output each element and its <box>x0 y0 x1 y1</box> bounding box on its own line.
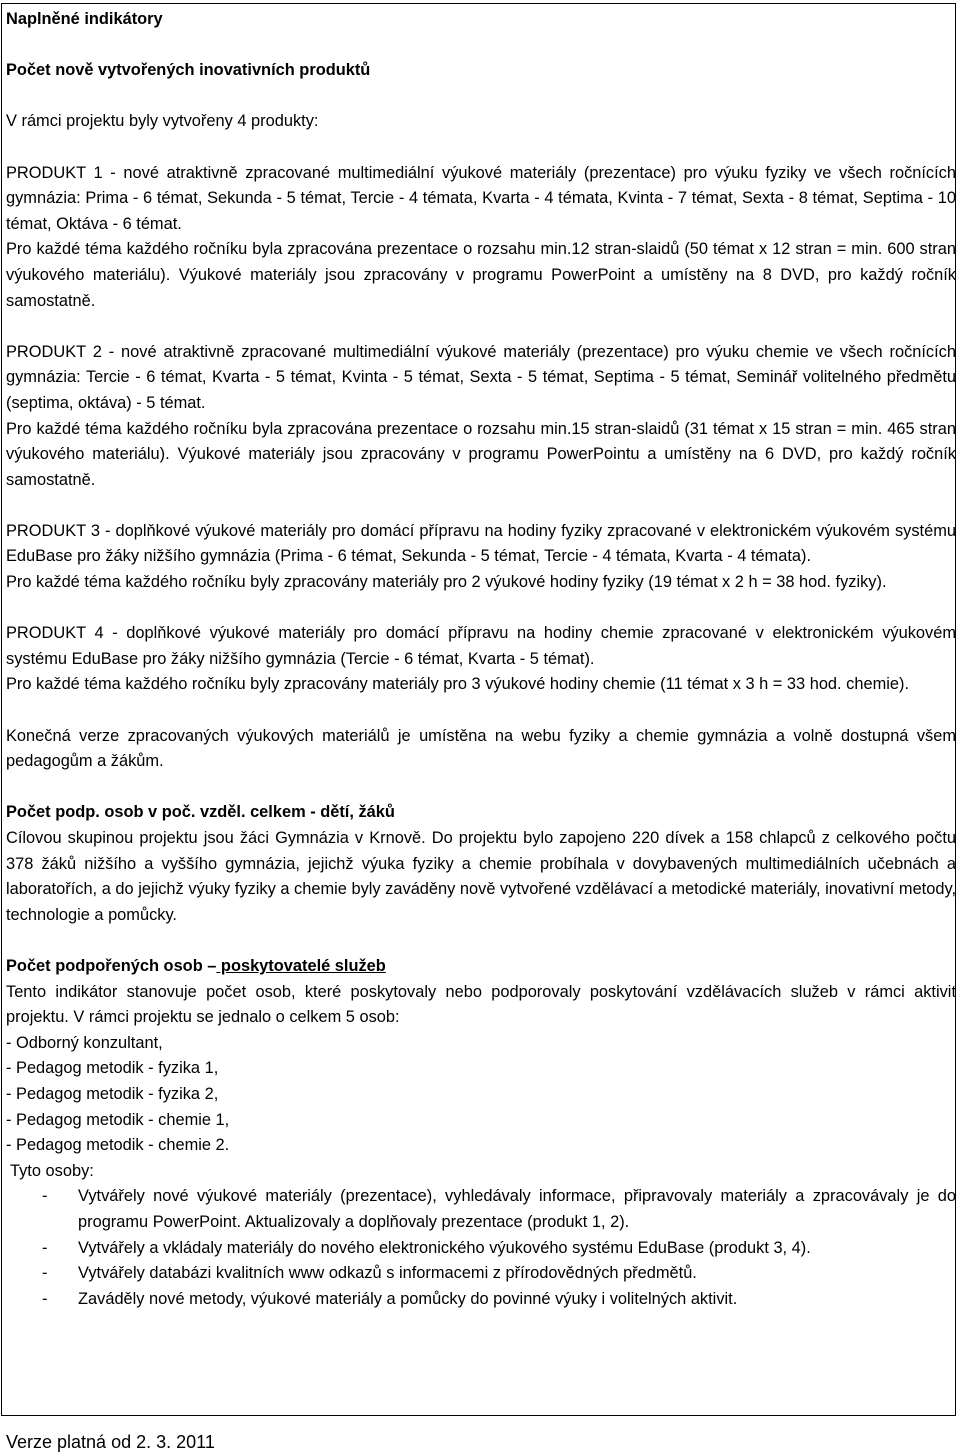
heading-indicators: Naplněné indikátory <box>6 10 163 28</box>
product-3-details: Pro každé téma každého ročníku byly zpracovány materiály pro 2 výukové hodiny fyziky (19 témat x 2 h = 38 hod. fyziky). <box>6 573 887 592</box>
list-item <box>42 1287 956 1313</box>
list-item: - Odborný konzultant, <box>6 1033 163 1052</box>
list-item: - Pedagog metodik - chemie 1, <box>6 1110 230 1129</box>
product-2-description: PRODUKT 2 - nové atraktivně zpracované multimediální výukové materiály (prezentace) pro výuku chemie ve všech ročnících gymnázia: Tercie - 6 témat, Kvarta - 5 témat, Kvinta - 5 témat, Sexta - 5 témat, Septima - 5 témat, Seminář volitelného předmětu (septima, oktáva) - 5 témat. <box>6 342 956 412</box>
product-1-details: Pro každé téma každého ročníku byla zpracována prezentace o rozsahu min.12 stran-slaidů (50 témat x 12 stran = min. 600 stran výukového materiálu). Výukové materiály jsou zpracovány v programu PowerPoint a umístěny na 8 DVD, pro každý ročník samostatně. <box>6 240 956 310</box>
list-item: - Pedagog metodik - chemie 2. <box>6 1136 230 1155</box>
activities-list <box>6 1184 956 1312</box>
final-version-text: Konečná verze zpracovaných výukových materiálů je umístěna na webu fyziky a chemie gymnázia a volně dostupná všem pedagogům a žákům. <box>6 726 956 771</box>
pupils-text: Cílovou skupinou projektu jsou žáci Gymnázia v Krnově. Do projektu bylo zapojeno 220 dívek a 158 chlapců z celkového počtu 378 žáků nižšího a vyššího gymnázia, jejichž výuka fyziky a chemie probíhala v dovybavených multimediálních učebnách a laboratořích, a do jejichž výuky fyziky a chemie byly zaváděny nově vytvořené vzdělávací a metodické materiály, inovativní metody, technologie a pomůcky. <box>6 829 956 924</box>
providers-text: Tento indikátor stanovuje počet osob, které poskytovaly nebo podporovaly poskytování vzdělávacích služeb v rámci aktivit projektu. V rámci projektu se jednalo o celkem 5 osob: <box>6 982 956 1027</box>
dash-bullet: - <box>42 1264 48 1283</box>
pupils-heading: Počet podp. osob v poč. vzděl. celkem - dětí, žáků <box>6 803 395 822</box>
product-3-description: PRODUKT 3 - doplňkové výukové materiály pro domácí přípravu na hodiny fyziky zpracované v elektronickém výukovém systému EduBase pro žáky nižšího gymnázia (Prima - 6 témat, Sekunda - 5 témat, Tercie - 4 témata, Kvarta - 4 témata). <box>6 521 956 566</box>
list-item: - Pedagog metodik - fyzika 2, <box>6 1084 219 1103</box>
intro-text: V rámci projektu byly vytvořeny 4 produkty: <box>6 112 319 131</box>
activity-text: Vytvářely databázi kvalitních www odkazů s informacemi z přírodovědných předmětů. <box>78 1264 697 1283</box>
providers-heading: Počet podpořených osob – poskytovatelé služeb <box>6 956 386 975</box>
version-footer: Verze platná od 2. 3. 2011 <box>6 1432 215 1452</box>
persons-list <box>6 1031 956 1159</box>
these-persons-label: Tyto osoby: <box>10 1161 94 1180</box>
product-2-details: Pro každé téma každého ročníku byla zpracována prezentace o rozsahu min.15 stran-slaidů (31 témat x 15 stran = min. 465 stran výukového materiálu). Výukové materiály jsou zpracovány v programu PowerPointu a umístěny na 6 DVD, pro každý ročník samostatně. <box>6 419 956 489</box>
product-4-description: PRODUKT 4 - doplňkové výukové materiály pro domácí přípravu na hodiny chemie zpracované v elektronickém výukovém systému EduBase pro žáky nižšího gymnázia (Tercie - 6 témat, Kvarta - 5 témat). <box>6 624 956 668</box>
activity-text: Vytvářely nové výukové materiály (prezentace), vyhledávaly informace, připravovaly materiály a zpracovávaly je do programu PowerPoint. Aktualizovaly a doplňovaly prezentace (produkt 1, 2). <box>78 1187 956 1231</box>
dash-bullet: - <box>42 1289 48 1308</box>
dash-bullet: - <box>42 1238 48 1257</box>
dash-bullet: - <box>42 1187 48 1206</box>
product-4-details: Pro každé téma každého ročníku byly zpracovány materiály pro 3 výukové hodiny chemie (11 témat x 3 h = 33 hod. chemie). <box>6 675 910 694</box>
list-item <box>42 1236 956 1262</box>
product-1-description: PRODUKT 1 - nové atraktivně zpracované multimediální výukové materiály (prezentace) pro výuku fyziky ve všech ročnících gymnázia: Prima - 6 témat, Sekunda - 5 témat, Tercie - 4 témata, Kvarta - 4 témata, Kvinta - 7 témat, Sexta - 8 témat, Septima - 10 témat, Oktáva - 6 témat. <box>6 163 956 233</box>
activity-text: Vytvářely a vkládaly materiály do nového elektronického výukového systému EduBase (produkt 3, 4). <box>78 1238 811 1257</box>
list-item <box>42 1184 956 1235</box>
activity-text: Zaváděly nové metody, výukové materiály a pomůcky do povinné výuky i volitelných aktivit. <box>78 1289 738 1308</box>
list-item: - Pedagog metodik - fyzika 1, <box>6 1059 219 1078</box>
heading-products: Počet nově vytvořených inovativních produktů <box>6 61 371 80</box>
document-body <box>6 7 956 1312</box>
list-item <box>42 1261 956 1287</box>
